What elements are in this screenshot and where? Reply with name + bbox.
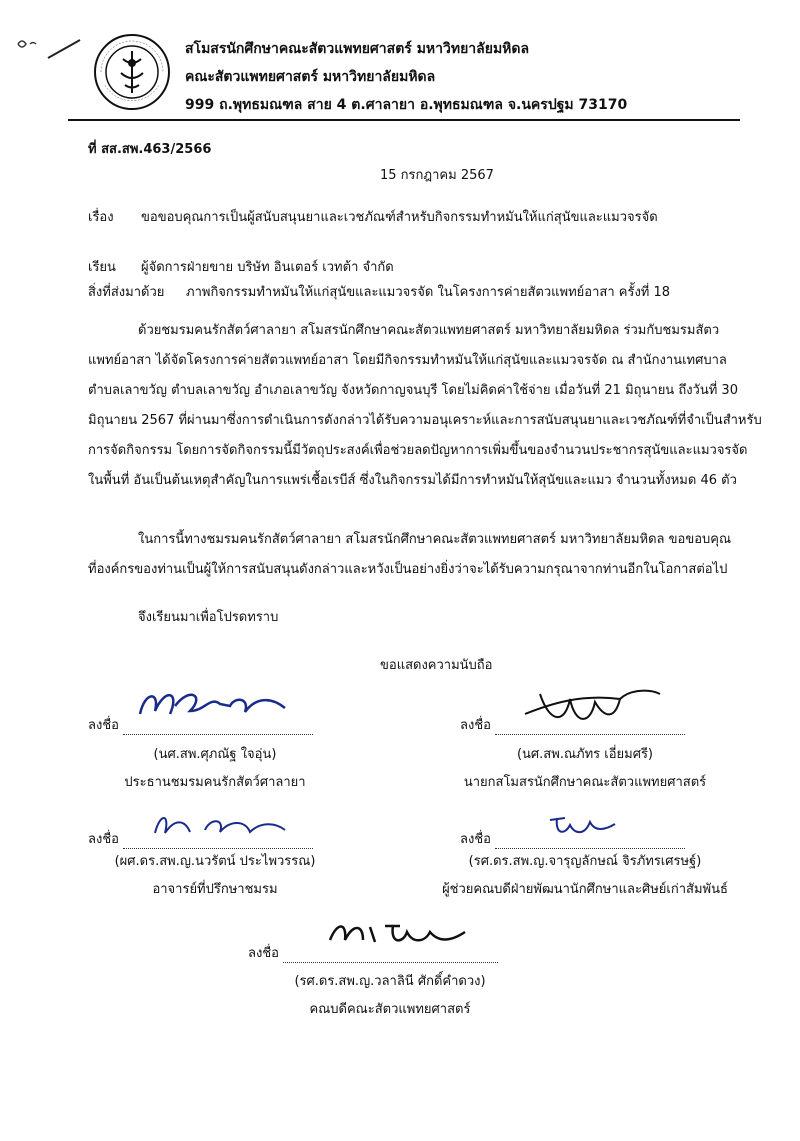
header-divider <box>68 119 740 121</box>
signature-3-line <box>88 828 313 849</box>
signature-1-line <box>88 714 313 735</box>
paragraph-line: ที่องค์กรของท่านเป็นผู้ให้การสนับสนุนดังกล่าวและหวังเป็นอย่างยิ่งว่าจะได้รับความกรุณาจากท่านอีกในโอกาสต่อไป <box>88 562 728 577</box>
recipient-text: ผู้จัดการฝ่ายขาย บริษัท อินเตอร์ เวทต้า จำกัด <box>141 260 394 275</box>
body-paragraph-2 <box>88 525 738 585</box>
org-address: 999 ถ.พุทธมณฑล สาย 4 ต.ศาลายา อ.พุทธมณฑล จ.นครปฐม 73170 <box>185 97 628 113</box>
paragraph-line: ในการนี้ทางชมรมคนรักสัตว์ศาลายา สโมสรนักศึกษาคณะสัตวแพทยศาสตร์ มหาวิทยาลัยมหิดล ขอขอบคุณ <box>138 532 732 547</box>
corner-scribble <box>0 0 90 70</box>
org-name: สโมสรนักศึกษาคณะสัตวแพทยศาสตร์ มหาวิทยาลัยมหิดล <box>185 41 530 57</box>
signature-2-line <box>460 714 685 735</box>
paragraph-line: การจัดกิจกรรม โดยการจัดกิจกรรมนี้มีวัตถุประสงค์เพื่อช่วยลดปัญหาการเพิ่มขึ้นของจำนวนประชากรสุนัขและแมวจรจัด <box>88 443 748 458</box>
paragraph-line: ตำบลเลาขวัญ ตำบลเลาขวัญ อำเภอเลาขวัญ จังหวัดกาญจนบุรี โดยไม่คิดค่าใช้จ่าย เมื่อวันที่ 21 มิถุนายน ถึงวันที่ 30 <box>88 383 738 398</box>
closing-salutation: ขอแสดงความนับถือ <box>380 658 493 673</box>
paragraph-line: มิถุนายน 2567 ที่ผ่านมาซึ่งการดำเนินการดังกล่าวได้รับความอนุเคราะห์และการสนับสนุนยาและเวชภัณฑ์ที่จำเป็นสำหรับ <box>88 413 762 428</box>
signature-5-name: (รศ.ดร.สพ.ญ.วลาลินี ศักดิ์คำดวง) <box>294 974 486 989</box>
enclosure-label: สิ่งที่ส่งมาด้วย <box>88 285 165 300</box>
signature-dotted-line <box>123 834 313 849</box>
faculty-name: คณะสัตวแพทยศาสตร์ มหาวิทยาลัยมหิดล <box>185 69 436 85</box>
body-paragraph-1 <box>88 316 762 496</box>
signature-dotted-line <box>123 720 313 735</box>
letter-date: 15 กรกฎาคม 2567 <box>380 168 494 183</box>
reference-number: ที่ สส.สพ.463/2566 <box>88 142 212 157</box>
signature-4-name: (รศ.ดร.สพ.ญ.จารุญลักษณ์ จิรภัทรเศรษฐ์) <box>468 854 702 869</box>
signature-2-position: นายกสโมสรนักศึกษาคณะสัตวแพทยศาสตร์ <box>463 775 707 790</box>
signature-4-position: ผู้ช่วยคณบดีฝ่ายพัฒนานักศึกษาและศิษย์เก่าสัมพันธ์ <box>442 882 728 897</box>
signature-4-line <box>460 828 685 849</box>
recipient-label: เรียน <box>88 260 116 275</box>
signature-dotted-line <box>283 948 498 963</box>
signature-2-name: (นศ.สพ.ณภัทร เอี่ยมศรี) <box>516 747 654 762</box>
signature-1-position: ประธานชมรมคนรักสัตว์ศาลายา <box>124 775 306 790</box>
paragraph-line: ด้วยชมรมคนรักสัตว์ศาลายา สโมสรนักศึกษาคณะสัตวแพทยศาสตร์ มหาวิทยาลัยมหิดล ร่วมกับชมรมสัตว <box>138 323 720 338</box>
enclosure-text: ภาพกิจกรรมทำหมันให้แก่สุนัขและแมวจรจัด ในโครงการค่ายสัตวแพทย์อาสา ครั้งที่ 18 <box>186 285 671 300</box>
signature-5-line <box>248 942 498 963</box>
signature-3-name: (ผศ.ดร.สพ.ญ.นวรัตน์ ประไพวรรณ) <box>114 854 316 869</box>
sign-label: ลงชื่อ <box>248 946 279 961</box>
signature-3-position: อาจารย์ที่ปรึกษาชมรม <box>152 882 278 897</box>
paragraph-line: แพทย์อาสา ได้จัดโครงการค่ายสัตวแพทย์อาสา โดยมีกิจกรรมทำหมันให้แก่สุนัขและแมวจรจัด ณ สำนักงานเทศบาล <box>88 353 727 368</box>
signature-dotted-line <box>495 720 685 735</box>
sign-label: ลงชื่อ <box>460 718 491 733</box>
closing-request: จึงเรียนมาเพื่อโปรดทราบ <box>138 610 279 625</box>
signature-5-position: คณบดีคณะสัตวแพทยศาสตร์ <box>309 1002 471 1017</box>
paragraph-line: ในพื้นที่ อันเป็นต้นเหตุสำคัญในการแพร่เชื้อเรบีส์ ซึ่งในกิจกรรมได้มีการทำหมันให้สุนัขและแมว จำนวนทั้งหมด 46 ตัว <box>88 473 737 488</box>
sign-label: ลงชื่อ <box>88 832 119 847</box>
signature-dotted-line <box>495 834 685 849</box>
subject-text: ขอขอบคุณการเป็นผู้สนับสนุนยาและเวชภัณฑ์สำหรับกิจกรรมทำหมันให้แก่สุนัขและแมวจรจัด <box>141 210 658 225</box>
sign-label: ลงชื่อ <box>460 832 491 847</box>
university-seal-logo <box>93 33 171 111</box>
signature-1-name: (นศ.สพ.ศุภณัฐ ใจอุ่น) <box>153 747 277 762</box>
subject-label: เรื่อง <box>88 210 114 225</box>
sign-label: ลงชื่อ <box>88 718 119 733</box>
